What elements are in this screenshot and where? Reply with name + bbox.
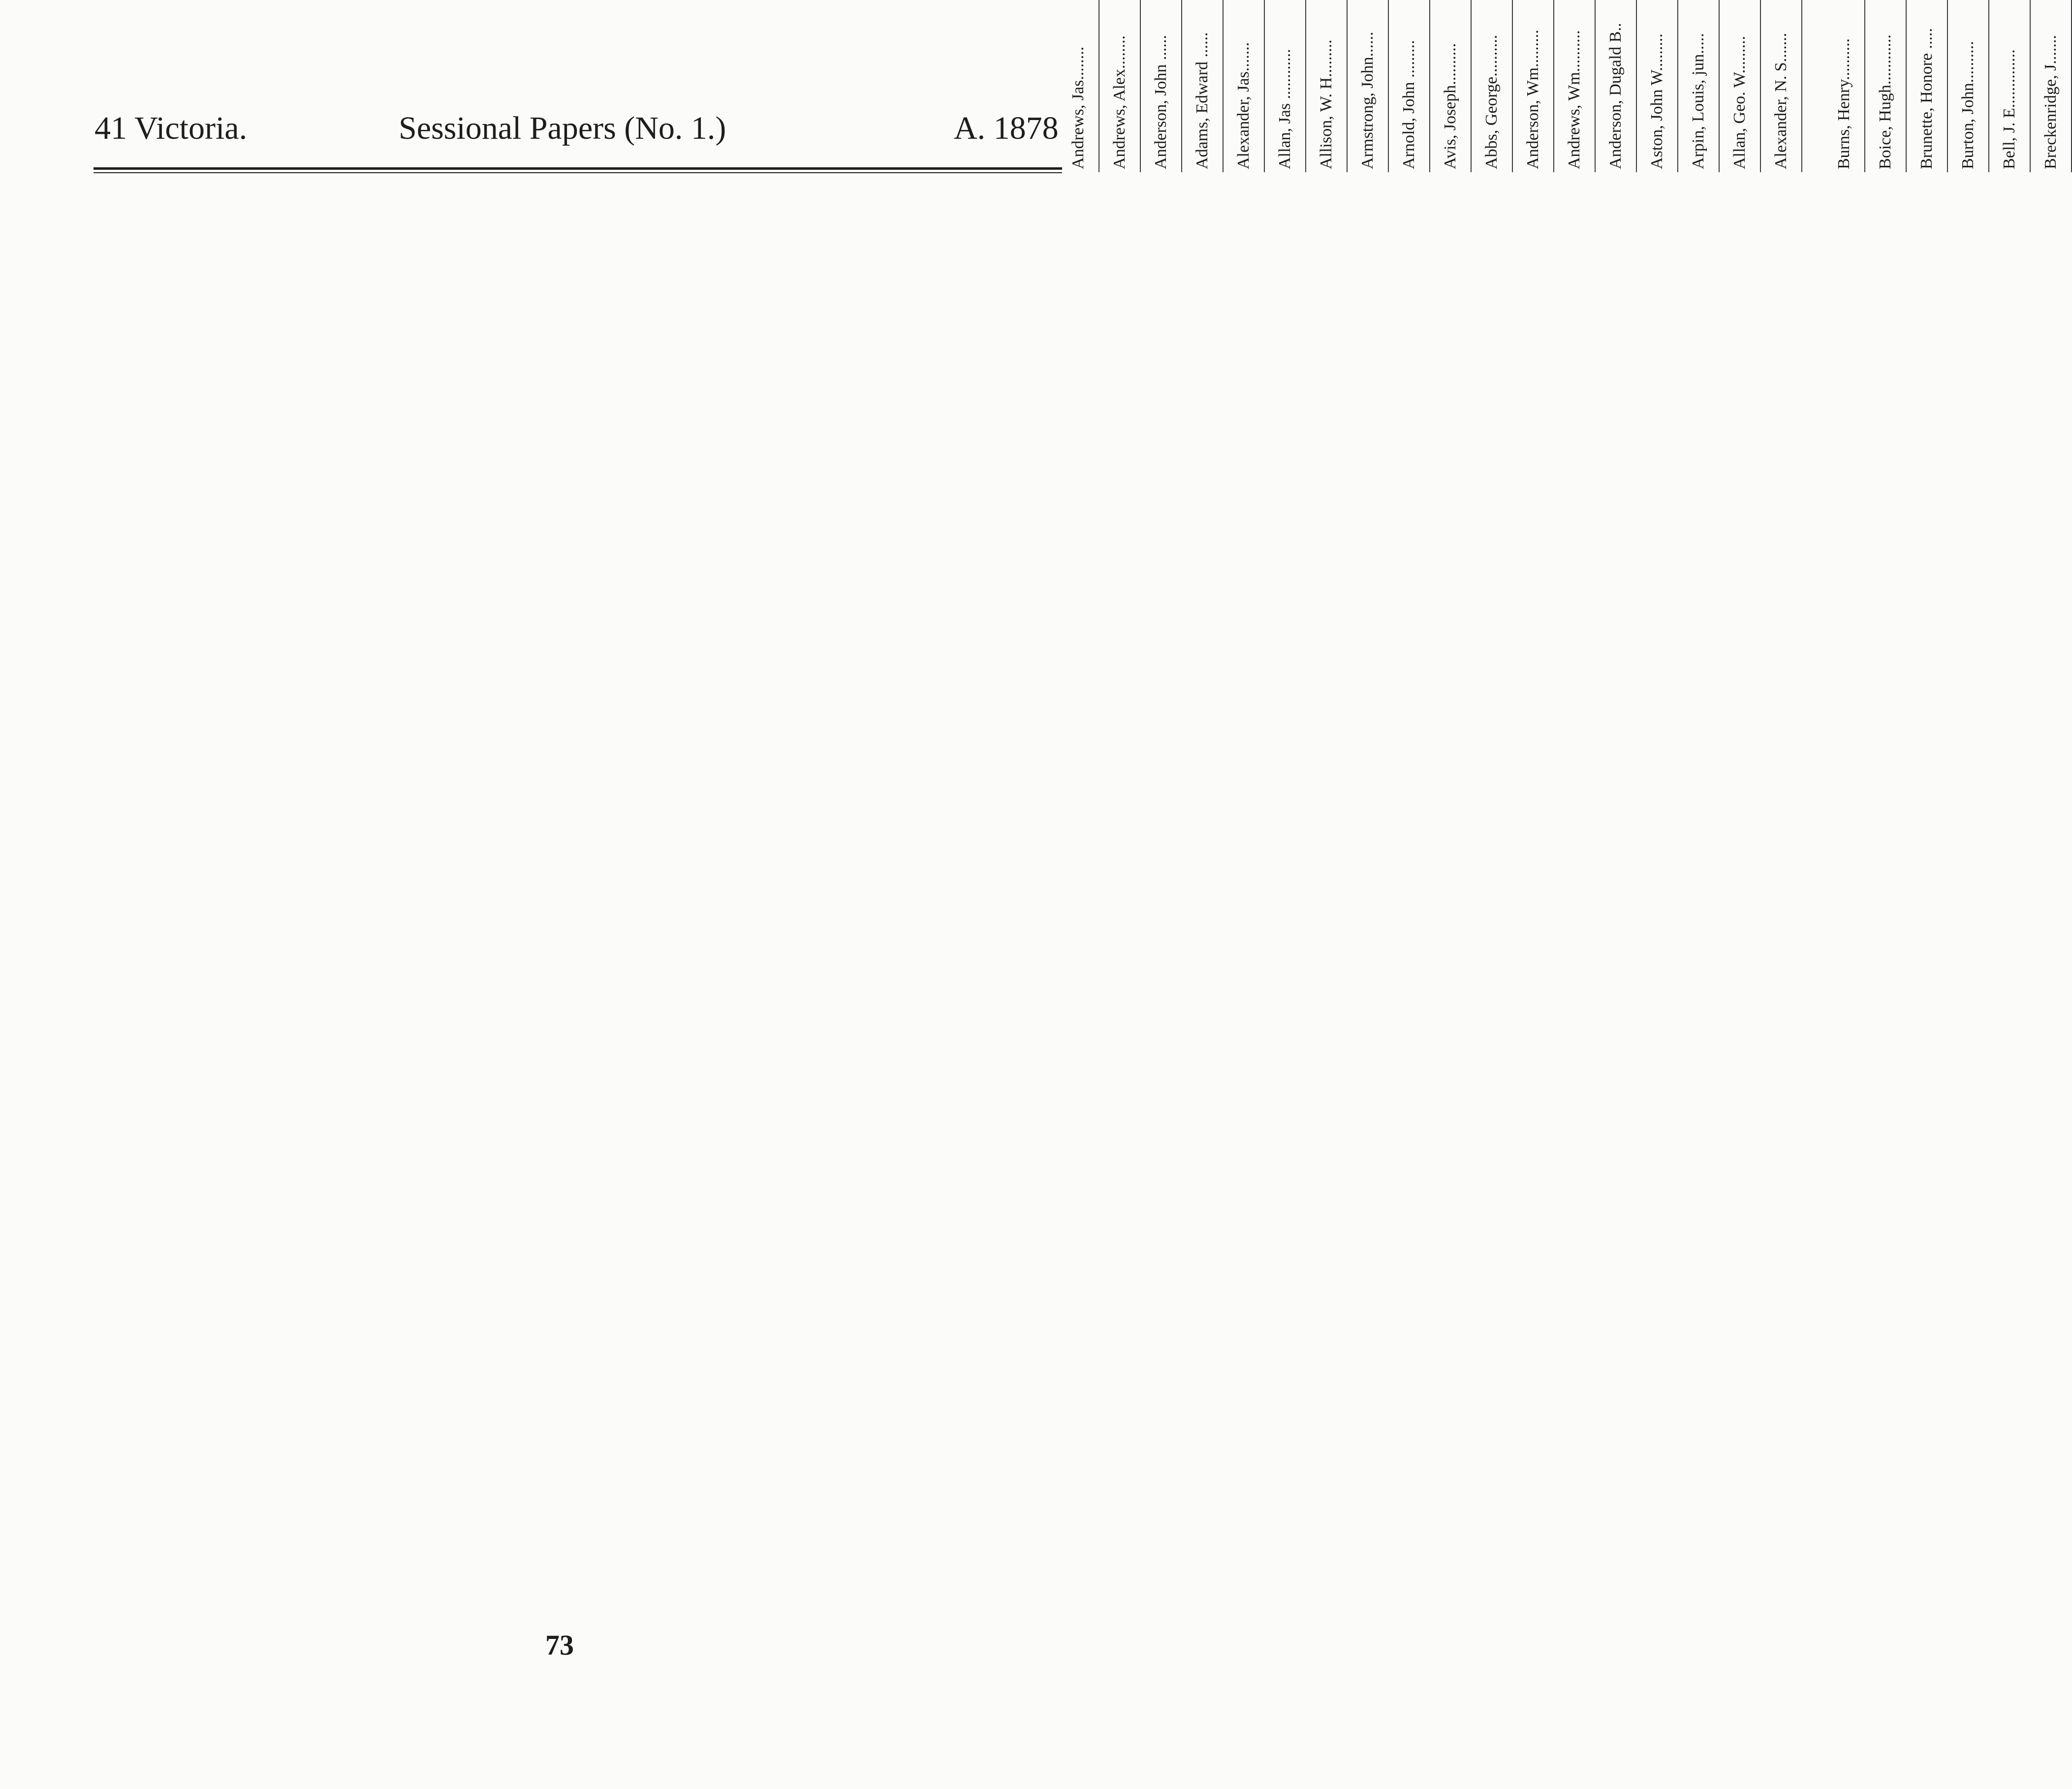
header-center: Sessional Papers (No. 1.) [399,110,726,146]
table-row [1989,0,2030,172]
cell-name: Burns, Henry.......... [1824,0,1865,172]
table-row [1947,0,1989,172]
table-row [1636,0,1678,172]
cell-name: Allan, Jas ............ [1264,0,1306,172]
table-row [2030,0,2072,172]
cell-name: Arpin, Louis, jun..... [1678,0,1719,172]
table-row [1264,0,1306,172]
cell-name: Alexander, N. S....... [1760,0,1802,172]
cell-name: Andrews, Jas........ [1058,0,1099,172]
cell-name: Anderson, Dugald B.. [1595,0,1636,172]
table-row [1824,0,1865,172]
register-body-a [1058,0,1802,172]
rotated-register [1058,0,2060,172]
table-row [1223,0,1264,172]
header-left: 41 Victoria. [94,110,248,146]
table-row [1140,0,1182,172]
register-gap [1802,0,1824,172]
cell-name: Burton, John.......... [1947,0,1989,172]
header-right: A. 1878 [954,110,1059,146]
cell-name: Abbs, George.......... [1471,0,1512,172]
cell-name: Anderson, John ...... [1140,0,1182,172]
table-row [1471,0,1512,172]
cell-name: Armstrong, John...... [1347,0,1388,172]
table-row [1906,0,1947,172]
cell-name: Allison, W. H......... [1306,0,1347,172]
table-row [1388,0,1430,172]
cell-name: Allan, Geo. W......... [1719,0,1760,172]
cell-name: Andrews, Wm.......... [1554,0,1595,172]
table-row [1306,0,1347,172]
cell-name: Alexander, Jas....... [1223,0,1264,172]
table-row [1678,0,1719,172]
cell-name: Adams, Edward ...... [1182,0,1223,172]
table-row [1099,0,1140,172]
table-row [1760,0,1802,172]
cell-name: Aston, John W......... [1636,0,1678,172]
register-table [1058,0,2072,172]
cell-name: Arnold, John ......... [1388,0,1430,172]
table-row [1512,0,1554,172]
table-row [1554,0,1595,172]
header-rule-thin [94,172,1062,173]
table-row [1595,0,1636,172]
cell-name: Breckenridge, J....... [2030,0,2072,172]
table-row [1865,0,1906,172]
table-row [1347,0,1388,172]
table-row [1182,0,1223,172]
table-row [1430,0,1471,172]
cell-name: Avis, Joseph.......... [1430,0,1471,172]
page-number: 73 [545,1629,574,1661]
cell-name: Anderson, Wm......... [1512,0,1554,172]
table-row [1719,0,1760,172]
header-rule [94,167,1062,170]
cell-name: Boice, Hugh............ [1865,0,1906,172]
table-row [1058,0,1099,172]
cell-name: Andrews, Alex........ [1099,0,1140,172]
register-body-b [1824,0,2072,172]
cell-name: Bell, J. E.............. [1989,0,2030,172]
cell-name: Brunette, Honore ..... [1906,0,1947,172]
